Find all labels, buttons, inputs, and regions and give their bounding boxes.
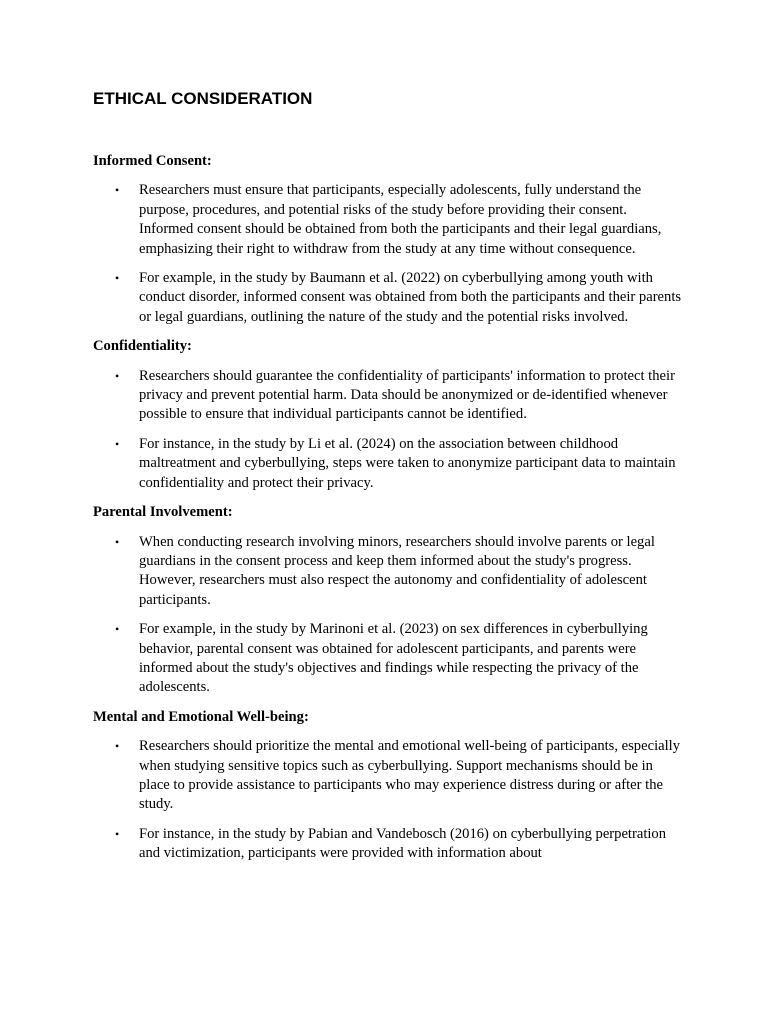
section-heading: Confidentiality:: [93, 338, 192, 355]
list-item-text: For instance, in the study by Li et al. (2024) on the association between childhood maltreatment and cyberbullying, steps were taken to anonymize participant data to maintain confidentiality and protect their privacy.: [139, 435, 676, 491]
bullet-icon: •: [115, 534, 120, 549]
bullet-icon: •: [115, 622, 120, 637]
list-item: [93, 435, 683, 493]
document-title: ETHICAL CONSIDERATION: [93, 89, 313, 108]
bullet-icon: •: [115, 826, 120, 841]
list-item: [93, 825, 683, 864]
section-informed-consent: [93, 152, 683, 327]
bullet-list: [93, 737, 683, 863]
section-heading: Mental and Emotional Well-being:: [93, 708, 309, 725]
list-item-text: For example, in the study by Baumann et al. (2022) on cyberbullying among youth with conduct disorder, informed consent was obtained from both the participants and their parents or legal guardians, outlining the nature of the study and the potential risks involved.: [139, 270, 682, 325]
section-mental-emotional-wellbeing: [93, 708, 683, 864]
list-item-text: Researchers must ensure that participants, especially adolescents, fully understand the purpose, procedures, and potential risks of the study before providing their consent. Informed consent should be obtained from both the participants and their legal guardians, emphasizing their right to withdraw from the study at any time without consequence.: [139, 182, 662, 257]
bullet-list: [93, 533, 683, 698]
bullet-icon: •: [115, 368, 120, 383]
list-item: [93, 737, 683, 815]
list-item-text: When conducting research involving minors, researchers should involve parents or legal guardians in the consent process and keep them informed about the study's progress. However, researchers must also respect the autonomy and confidentiality of adolescent participants.: [139, 533, 655, 608]
list-item: [93, 181, 683, 259]
section-confidentiality: [93, 337, 683, 493]
list-item: [93, 533, 683, 611]
list-item: [93, 269, 683, 327]
list-item-text: Researchers should guarantee the confidentiality of participants' information to protect their privacy and prevent potential harm. Data should be anonymized or de-identified whenever possible to ensure that individual participants cannot be identified.: [139, 367, 675, 423]
list-item: [93, 620, 683, 698]
bullet-list: [93, 181, 683, 327]
bullet-icon: •: [115, 183, 120, 198]
bullet-list: [93, 367, 683, 493]
list-item-text: For example, in the study by Marinoni et al. (2023) on sex differences in cyberbullying behavior, parental consent was obtained for adolescent participants, and parents were informed about the study's objectives and findings while respecting the privacy of the adolescents.: [139, 621, 648, 696]
section-parental-involvement: [93, 503, 683, 698]
list-item: [93, 367, 683, 425]
list-item-text: For instance, in the study by Pabian and Vandebosch (2016) on cyberbullying perpetration and victimization, participants were provided with information about: [139, 825, 667, 862]
document-body: [93, 152, 683, 874]
bullet-icon: •: [115, 436, 120, 451]
section-heading: Informed Consent:: [93, 153, 212, 169]
section-heading: Parental Involvement:: [93, 504, 233, 521]
bullet-icon: •: [115, 739, 120, 754]
bullet-icon: •: [115, 271, 120, 286]
list-item-text: Researchers should prioritize the mental and emotional well-being of participants, especially when studying sensitive topics such as cyberbullying. Support mechanisms should be in place to provide assistance to participants who may experience distress during or after the study.: [139, 738, 681, 813]
